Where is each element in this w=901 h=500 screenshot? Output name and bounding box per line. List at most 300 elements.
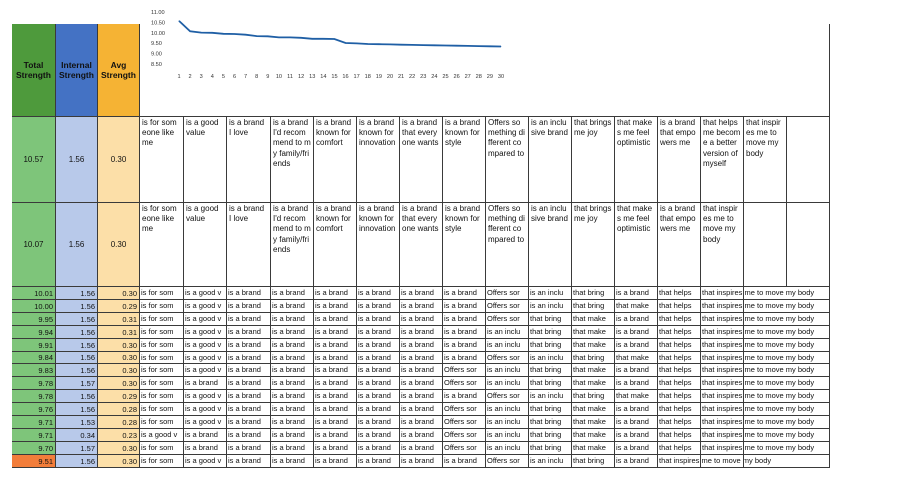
attribute-cell[interactable]: is a brand bbox=[271, 339, 314, 352]
attribute-cell[interactable]: is a brand bbox=[400, 377, 443, 390]
attribute-cell[interactable]: is an inclu bbox=[529, 390, 572, 403]
attribute-cell[interactable]: is a brand that empowers me bbox=[658, 117, 701, 203]
internal-strength-cell[interactable]: 1.53 bbox=[56, 416, 98, 429]
attribute-cell[interactable]: is a brand bbox=[443, 339, 486, 352]
attribute-cell[interactable]: is a brand bbox=[314, 326, 357, 339]
total-strength-cell[interactable]: 9.71 bbox=[12, 429, 56, 442]
attribute-cell[interactable]: is a brand bbox=[314, 442, 357, 455]
avg-strength-cell[interactable]: 0.30 bbox=[98, 287, 140, 300]
attribute-cell[interactable]: is for som bbox=[140, 377, 184, 390]
attribute-cell[interactable]: that make bbox=[615, 352, 658, 364]
attribute-cell[interactable]: is a brand bbox=[314, 300, 357, 313]
attribute-cell[interactable]: is an inclu bbox=[486, 377, 529, 390]
data-point bbox=[323, 38, 324, 39]
attribute-cell[interactable]: is a brand bbox=[400, 313, 443, 326]
attribute-cell[interactable]: that bring bbox=[529, 442, 572, 455]
attribute-cell[interactable]: is a brand known for style bbox=[443, 203, 486, 287]
attribute-cell[interactable]: is a brand bbox=[271, 429, 314, 442]
attribute-cell[interactable]: that bring bbox=[529, 377, 572, 390]
attribute-cell[interactable]: is a brand bbox=[227, 442, 271, 455]
attribute-cell[interactable]: is a brand bbox=[227, 287, 271, 300]
attribute-cell[interactable]: is a brand bbox=[271, 364, 314, 377]
attribute-cell[interactable]: is a brand bbox=[271, 416, 314, 429]
internal-strength-cell[interactable]: 0.34 bbox=[56, 429, 98, 442]
attribute-cell[interactable]: that bring bbox=[529, 326, 572, 339]
attribute-cell[interactable]: that makes me feel optimistic bbox=[615, 117, 658, 203]
attribute-cell[interactable]: is a brand bbox=[314, 455, 357, 468]
strength-line-chart bbox=[131, 0, 901, 84]
avg-strength-cell[interactable]: 0.28 bbox=[98, 416, 140, 429]
attribute-cell[interactable] bbox=[744, 339, 830, 352]
avg-strength-cell[interactable]: 0.30 bbox=[98, 377, 140, 390]
attribute-cell[interactable]: that inspires me to move my body bbox=[701, 339, 744, 352]
attribute-cell[interactable]: is a brand bbox=[400, 339, 443, 352]
attribute-cell[interactable]: is a brand known for style bbox=[443, 117, 486, 203]
attribute-cell[interactable]: that bring bbox=[572, 455, 615, 468]
attribute-cell[interactable]: Offers sor bbox=[443, 442, 486, 455]
attribute-cell[interactable]: is an inclu bbox=[529, 300, 572, 313]
attribute-cell[interactable]: that helps bbox=[658, 352, 701, 364]
attribute-cell[interactable]: is an inclu bbox=[529, 455, 572, 468]
attribute-cell[interactable]: that bring bbox=[529, 416, 572, 429]
header-internal-strength[interactable]: Internal Strength bbox=[56, 24, 98, 117]
attribute-cell[interactable]: is a brand bbox=[227, 313, 271, 326]
attribute-cell[interactable]: that bring bbox=[529, 403, 572, 416]
attribute-cell[interactable]: that bring bbox=[572, 390, 615, 403]
attribute-cell[interactable]: Offers sor bbox=[486, 287, 529, 300]
attribute-cell[interactable] bbox=[744, 352, 830, 364]
total-strength-cell[interactable]: 10.07 bbox=[12, 203, 56, 287]
attribute-cell[interactable]: that make bbox=[572, 326, 615, 339]
attribute-cell[interactable] bbox=[787, 117, 830, 203]
attribute-cell[interactable]: is a brand bbox=[357, 313, 400, 326]
attribute-cell[interactable]: that make bbox=[615, 300, 658, 313]
attribute-cell[interactable]: that inspires me to move my body bbox=[701, 442, 744, 455]
attribute-cell[interactable]: is an inclu bbox=[529, 287, 572, 300]
attribute-cell[interactable]: is for som bbox=[140, 416, 184, 429]
attribute-cell[interactable]: is a brand bbox=[314, 429, 357, 442]
attribute-cell[interactable]: is a brand that everyone wants bbox=[400, 203, 443, 287]
attribute-cell[interactable]: that make bbox=[615, 390, 658, 403]
attribute-cell[interactable]: is a brand bbox=[443, 287, 486, 300]
internal-strength-cell[interactable]: 1.56 bbox=[56, 403, 98, 416]
internal-strength-cell[interactable]: 1.56 bbox=[56, 117, 98, 203]
attribute-cell[interactable] bbox=[787, 203, 830, 287]
attribute-cell[interactable]: is a brand bbox=[615, 287, 658, 300]
attribute-cell[interactable]: is a brand bbox=[400, 352, 443, 364]
attribute-cell[interactable]: that inspires me to move my body bbox=[701, 416, 744, 429]
total-strength-cell[interactable]: 9.71 bbox=[12, 416, 56, 429]
attribute-cell[interactable]: that helps bbox=[658, 300, 701, 313]
attribute-cell[interactable]: is an inclu bbox=[486, 339, 529, 352]
total-strength-cell[interactable]: 10.57 bbox=[12, 117, 56, 203]
attribute-cell[interactable]: is a brand I'd recommend to my family/friends bbox=[271, 117, 314, 203]
attribute-cell[interactable]: is a good v bbox=[184, 313, 227, 326]
attribute-cell[interactable]: is a brand bbox=[271, 300, 314, 313]
attribute-cell[interactable]: is a brand bbox=[443, 390, 486, 403]
attribute-cell[interactable]: is a good v bbox=[184, 364, 227, 377]
attribute-cell[interactable]: that inspires me to move my body bbox=[702, 353, 815, 362]
attribute-cell[interactable]: that inspires me to move my body bbox=[701, 326, 744, 339]
attribute-cell[interactable]: is a brand bbox=[314, 287, 357, 300]
attribute-cell[interactable]: is a brand bbox=[314, 377, 357, 390]
attribute-cell[interactable]: is a good value bbox=[184, 117, 227, 203]
internal-strength-cell[interactable]: 1.56 bbox=[56, 352, 98, 364]
attribute-cell[interactable]: that inspires me to move my body bbox=[701, 403, 744, 416]
attribute-cell[interactable]: is for someone like me bbox=[140, 117, 184, 203]
attribute-cell[interactable]: is a brand bbox=[271, 326, 314, 339]
attribute-cell[interactable]: is a brand bbox=[615, 339, 658, 352]
attribute-cell[interactable]: is an inclusive brand bbox=[529, 117, 572, 203]
attribute-cell[interactable]: is a brand bbox=[227, 339, 271, 352]
attribute-cell[interactable]: that make bbox=[572, 416, 615, 429]
attribute-cell[interactable]: is for someone like me bbox=[140, 203, 184, 287]
attribute-cell[interactable]: that make bbox=[572, 364, 615, 377]
internal-strength-cell[interactable]: 1.56 bbox=[56, 300, 98, 313]
attribute-cell[interactable]: is a brand bbox=[357, 339, 400, 352]
attribute-cell[interactable] bbox=[744, 377, 830, 390]
avg-strength-cell[interactable]: 0.29 bbox=[98, 390, 140, 403]
total-strength-cell[interactable]: 9.51 bbox=[12, 455, 56, 468]
attribute-cell[interactable]: that make bbox=[572, 313, 615, 326]
attribute-cell[interactable] bbox=[744, 442, 830, 455]
attribute-cell[interactable]: is for som bbox=[140, 442, 184, 455]
internal-strength-cell[interactable]: 1.56 bbox=[56, 203, 98, 287]
attribute-cell[interactable] bbox=[744, 287, 830, 300]
attribute-cell[interactable]: is a good v bbox=[184, 455, 227, 468]
attribute-cell[interactable]: that make bbox=[572, 339, 615, 352]
attribute-cell[interactable]: that brings me joy bbox=[572, 117, 615, 203]
attribute-cell[interactable]: that helps bbox=[658, 313, 701, 326]
total-strength-cell[interactable]: 9.78 bbox=[12, 390, 56, 403]
attribute-cell[interactable]: is an inclu bbox=[486, 326, 529, 339]
x-tick-label: 21 bbox=[397, 74, 405, 80]
attribute-cell[interactable]: is a brand that empowers me bbox=[658, 203, 701, 287]
attribute-cell[interactable]: is for som bbox=[140, 455, 184, 468]
attribute-cell[interactable]: is for som bbox=[140, 352, 184, 364]
attribute-cell[interactable]: is an inclu bbox=[486, 364, 529, 377]
attribute-cell[interactable]: is for som bbox=[140, 313, 184, 326]
attribute-cell[interactable]: is a good v bbox=[184, 416, 227, 429]
attribute-cell[interactable]: is a brand bbox=[615, 313, 658, 326]
avg-strength-cell[interactable]: 0.30 bbox=[98, 203, 140, 287]
attribute-cell[interactable]: is a brand bbox=[357, 429, 400, 442]
header-total-strength[interactable]: Total Strength bbox=[12, 24, 56, 117]
attribute-cell[interactable]: is a brand bbox=[314, 390, 357, 403]
attribute-cell[interactable]: that make bbox=[572, 429, 615, 442]
total-strength-cell[interactable]: 9.94 bbox=[12, 326, 56, 339]
attribute-cell[interactable]: is a brand bbox=[314, 364, 357, 377]
total-strength-cell[interactable]: 9.70 bbox=[12, 442, 56, 455]
attribute-cell[interactable]: is a brand bbox=[227, 364, 271, 377]
data-point bbox=[367, 44, 368, 45]
attribute-cell[interactable]: is a brand bbox=[227, 429, 271, 442]
attribute-cell[interactable]: is a brand bbox=[314, 403, 357, 416]
attribute-cell[interactable]: that helps bbox=[658, 403, 701, 416]
attribute-cell[interactable]: is a good v bbox=[184, 390, 227, 403]
internal-strength-cell[interactable]: 1.57 bbox=[56, 377, 98, 390]
attribute-cell[interactable]: that bring bbox=[529, 429, 572, 442]
attribute-cell[interactable]: is a brand bbox=[615, 442, 658, 455]
attribute-cell[interactable]: Offers sor bbox=[443, 364, 486, 377]
attribute-cell[interactable]: is a brand bbox=[227, 390, 271, 403]
avg-strength-cell[interactable]: 0.30 bbox=[98, 455, 140, 468]
header-avg-strength[interactable]: Avg Strength bbox=[98, 24, 140, 117]
attribute-cell[interactable]: Offers sor bbox=[443, 416, 486, 429]
total-strength-cell[interactable]: 9.76 bbox=[12, 403, 56, 416]
attribute-cell[interactable] bbox=[744, 313, 830, 326]
attribute-cell[interactable]: that inspires me to move my body bbox=[701, 429, 744, 442]
attribute-cell[interactable]: that inspires me to move my body bbox=[701, 364, 744, 377]
attribute-cell[interactable]: that inspires me to move my body bbox=[701, 377, 744, 390]
attribute-cell[interactable]: is a brand known for innovation bbox=[357, 203, 400, 287]
total-strength-cell[interactable]: 9.78 bbox=[12, 377, 56, 390]
attribute-cell[interactable]: is a brand bbox=[271, 390, 314, 403]
attribute-cell[interactable]: is an inclusive brand bbox=[529, 203, 572, 287]
attribute-cell[interactable]: Offers sor bbox=[486, 300, 529, 313]
avg-strength-cell[interactable]: 0.30 bbox=[98, 442, 140, 455]
avg-strength-cell[interactable]: 0.31 bbox=[98, 326, 140, 339]
attribute-cell[interactable]: is a brand bbox=[227, 416, 271, 429]
attribute-cell[interactable]: is a good v bbox=[184, 339, 227, 352]
attribute-cell[interactable]: is a brand bbox=[314, 339, 357, 352]
attribute-cell[interactable]: is an inclu bbox=[486, 442, 529, 455]
attribute-cell[interactable] bbox=[744, 455, 830, 468]
attribute-cell[interactable]: is for som bbox=[140, 326, 184, 339]
attribute-cell[interactable]: is a brand bbox=[400, 300, 443, 313]
attribute-cell[interactable]: that make bbox=[572, 377, 615, 390]
attribute-cell[interactable]: Offers sor bbox=[443, 403, 486, 416]
data-point bbox=[179, 21, 180, 22]
attribute-cell[interactable]: is a brand bbox=[400, 364, 443, 377]
attribute-cell[interactable]: that inspires me to move my body bbox=[701, 313, 744, 326]
attribute-cell[interactable]: is a brand bbox=[357, 416, 400, 429]
attribute-cell[interactable]: Offers sor bbox=[486, 390, 529, 403]
avg-strength-cell[interactable]: 0.31 bbox=[98, 313, 140, 326]
attribute-cell[interactable] bbox=[744, 416, 830, 429]
avg-strength-cell[interactable]: 0.30 bbox=[98, 339, 140, 352]
attribute-cell[interactable]: is a brand bbox=[271, 313, 314, 326]
total-strength-cell[interactable]: 9.95 bbox=[12, 313, 56, 326]
attribute-cell[interactable]: is a brand bbox=[271, 403, 314, 416]
avg-strength-cell[interactable]: 0.29 bbox=[98, 300, 140, 313]
attribute-cell[interactable]: Offers something different compared to bbox=[486, 117, 529, 203]
attribute-cell[interactable]: is a good v bbox=[184, 300, 227, 313]
avg-strength-cell[interactable]: 0.30 bbox=[98, 117, 140, 203]
attribute-cell[interactable]: is a brand bbox=[227, 455, 271, 468]
attribute-cell[interactable]: is a brand bbox=[357, 442, 400, 455]
attribute-cell[interactable]: is a brand bbox=[314, 416, 357, 429]
attribute-cell[interactable]: is for som bbox=[140, 300, 184, 313]
attribute-cell[interactable]: is a brand known for comfort bbox=[314, 117, 357, 203]
attribute-cell[interactable]: is a good v bbox=[184, 326, 227, 339]
attribute-cell[interactable]: is an inclu bbox=[486, 429, 529, 442]
attribute-cell[interactable]: is a brand bbox=[227, 377, 271, 390]
attribute-cell[interactable]: that brings me joy bbox=[572, 203, 615, 287]
attribute-cell[interactable]: that bring bbox=[572, 352, 615, 364]
attribute-cell[interactable]: that bring bbox=[529, 313, 572, 326]
internal-strength-cell[interactable]: 1.56 bbox=[56, 390, 98, 403]
attribute-cell[interactable]: is an inclu bbox=[486, 403, 529, 416]
attribute-cell[interactable] bbox=[744, 403, 830, 416]
attribute-cell[interactable] bbox=[744, 300, 830, 313]
total-strength-cell[interactable]: 10.01 bbox=[12, 287, 56, 300]
attribute-cell[interactable]: that helps bbox=[658, 326, 701, 339]
attribute-cell[interactable]: Offers sor bbox=[486, 313, 529, 326]
attribute-cell[interactable]: Offers sor bbox=[486, 455, 529, 468]
attribute-cell[interactable]: is an inclu bbox=[529, 352, 572, 364]
attribute-cell[interactable]: that bring bbox=[572, 287, 615, 300]
attribute-cell[interactable]: is a brand bbox=[400, 455, 443, 468]
attribute-cell[interactable] bbox=[744, 429, 830, 442]
attribute-cell[interactable] bbox=[701, 455, 744, 468]
attribute-cell[interactable]: is a brand bbox=[357, 403, 400, 416]
attribute-cell[interactable]: is a brand bbox=[227, 300, 271, 313]
attribute-cell[interactable]: is for som bbox=[140, 339, 184, 352]
attribute-cell[interactable]: is a brand I love bbox=[227, 203, 271, 287]
attribute-cell[interactable]: is a brand bbox=[357, 390, 400, 403]
attribute-cell[interactable] bbox=[744, 203, 787, 287]
attribute-cell[interactable]: that inspires me to move my body bbox=[701, 390, 744, 403]
attribute-cell[interactable]: that inspires me to move my body bbox=[701, 300, 744, 313]
attribute-cell[interactable] bbox=[744, 390, 830, 403]
attribute-cell[interactable]: that helps bbox=[658, 287, 701, 300]
attribute-cell[interactable]: Offers sor bbox=[443, 377, 486, 390]
attribute-cell[interactable]: is a brand bbox=[314, 313, 357, 326]
attribute-cell[interactable]: is a brand bbox=[314, 352, 357, 364]
attribute-cell[interactable]: that helps me become a better version of myself bbox=[701, 117, 744, 203]
attribute-cell[interactable]: is a brand bbox=[357, 352, 400, 364]
attribute-cell[interactable]: is a brand bbox=[615, 429, 658, 442]
attribute-cell[interactable]: that helps bbox=[658, 442, 701, 455]
attribute-cell[interactable]: is a brand bbox=[400, 326, 443, 339]
attribute-cell[interactable]: that inspires me to move my body bbox=[701, 203, 744, 287]
attribute-cell[interactable]: Offers sor bbox=[443, 429, 486, 442]
internal-strength-cell[interactable]: 1.56 bbox=[56, 326, 98, 339]
avg-strength-cell[interactable]: 0.30 bbox=[98, 352, 140, 364]
attribute-cell[interactable]: is a brand known for innovation bbox=[357, 117, 400, 203]
attribute-cell[interactable]: is for som bbox=[140, 403, 184, 416]
attribute-cell[interactable]: is a good v bbox=[184, 287, 227, 300]
attribute-cell[interactable]: is a good value bbox=[184, 203, 227, 287]
attribute-cell[interactable]: that make bbox=[572, 442, 615, 455]
attribute-cell[interactable] bbox=[744, 326, 830, 339]
attribute-cell[interactable]: is a brand bbox=[271, 287, 314, 300]
attribute-cell[interactable]: that bring bbox=[529, 364, 572, 377]
total-strength-cell[interactable]: 10.00 bbox=[12, 300, 56, 313]
attribute-cell[interactable]: is a good v bbox=[184, 352, 227, 364]
avg-strength-cell[interactable]: 0.23 bbox=[98, 429, 140, 442]
attribute-cell[interactable]: is a brand bbox=[227, 403, 271, 416]
attribute-cell[interactable]: is a brand known for comfort bbox=[314, 203, 357, 287]
attribute-cell[interactable]: is a brand bbox=[184, 442, 227, 455]
attribute-cell[interactable] bbox=[744, 364, 830, 377]
avg-strength-cell[interactable]: 0.30 bbox=[98, 364, 140, 377]
attribute-cell[interactable]: is a brand bbox=[400, 287, 443, 300]
total-strength-cell[interactable]: 9.84 bbox=[12, 352, 56, 364]
attribute-cell[interactable]: that helps bbox=[658, 416, 701, 429]
attribute-cell[interactable]: is a brand bbox=[357, 287, 400, 300]
attribute-cell[interactable]: is a brand bbox=[400, 429, 443, 442]
attribute-cell[interactable]: is a brand I love bbox=[227, 117, 271, 203]
attribute-cell[interactable]: is for som bbox=[140, 364, 184, 377]
internal-strength-cell[interactable]: 1.56 bbox=[56, 455, 98, 468]
attribute-cell[interactable]: is for som bbox=[140, 390, 184, 403]
attribute-cell[interactable]: is a brand bbox=[615, 326, 658, 339]
internal-strength-cell[interactable]: 1.56 bbox=[56, 313, 98, 326]
attribute-cell[interactable]: is a brand bbox=[615, 416, 658, 429]
attribute-cell[interactable]: is a brand bbox=[400, 416, 443, 429]
attribute-cell[interactable]: is a brand bbox=[615, 403, 658, 416]
attribute-cell[interactable]: is a brand bbox=[357, 300, 400, 313]
attribute-cell[interactable]: is a brand bbox=[357, 455, 400, 468]
total-strength-cell[interactable]: 9.91 bbox=[12, 339, 56, 352]
attribute-cell[interactable]: is an inclu bbox=[486, 416, 529, 429]
attribute-cell[interactable]: that helps bbox=[658, 364, 701, 377]
attribute-cell[interactable]: is a brand bbox=[184, 429, 227, 442]
attribute-cell[interactable]: is a good v bbox=[140, 429, 184, 442]
attribute-cell[interactable]: that inspires me to move my body bbox=[701, 287, 744, 300]
attribute-cell[interactable]: that makes me feel optimistic bbox=[615, 203, 658, 287]
attribute-cell[interactable]: is a brand I'd recommend to my family/friends bbox=[271, 203, 314, 287]
attribute-cell[interactable]: is a brand bbox=[271, 352, 314, 364]
attribute-cell[interactable]: is a brand bbox=[357, 364, 400, 377]
internal-strength-cell[interactable]: 1.57 bbox=[56, 442, 98, 455]
attribute-cell[interactable]: is a brand bbox=[615, 364, 658, 377]
internal-strength-cell[interactable]: 1.56 bbox=[56, 287, 98, 300]
attribute-cell[interactable]: is a brand bbox=[443, 313, 486, 326]
attribute-cell[interactable]: is a brand bbox=[357, 326, 400, 339]
x-tick-label: 22 bbox=[409, 74, 416, 80]
attribute-cell[interactable]: is a brand bbox=[400, 390, 443, 403]
attribute-cell[interactable]: is a brand bbox=[615, 455, 658, 468]
attribute-cell[interactable]: is a brand bbox=[184, 377, 227, 390]
attribute-cell[interactable]: Offers sor bbox=[486, 352, 529, 364]
attribute-cell[interactable]: that inspires me to move my body bbox=[658, 455, 701, 468]
attribute-cell[interactable]: that helps bbox=[658, 339, 701, 352]
attribute-cell[interactable]: is a brand bbox=[615, 377, 658, 390]
internal-strength-cell[interactable]: 1.56 bbox=[56, 339, 98, 352]
attribute-cell[interactable]: is a brand bbox=[227, 352, 271, 364]
total-strength-cell[interactable]: 9.83 bbox=[12, 364, 56, 377]
attribute-cell[interactable]: is a brand bbox=[357, 377, 400, 390]
attribute-cell[interactable]: Offers something different compared to bbox=[486, 203, 529, 287]
attribute-cell[interactable]: is a brand bbox=[443, 455, 486, 468]
internal-strength-cell[interactable]: 1.56 bbox=[56, 364, 98, 377]
attribute-cell[interactable]: is a brand bbox=[400, 442, 443, 455]
attribute-cell[interactable]: is a good v bbox=[184, 403, 227, 416]
attribute-cell[interactable]: that inspires me to move my body bbox=[744, 117, 787, 203]
attribute-cell[interactable]: is a brand that everyone wants bbox=[400, 117, 443, 203]
attribute-cell[interactable]: is a brand bbox=[271, 377, 314, 390]
attribute-cell[interactable]: that make bbox=[572, 403, 615, 416]
attribute-cell[interactable]: is a brand bbox=[271, 455, 314, 468]
attribute-cell[interactable]: is a brand bbox=[443, 326, 486, 339]
attribute-cell[interactable]: that helps bbox=[658, 390, 701, 403]
attribute-cell[interactable]: that bring bbox=[572, 300, 615, 313]
attribute-cell[interactable]: that bring bbox=[529, 339, 572, 352]
attribute-cell[interactable]: that helps bbox=[658, 377, 701, 390]
data-point bbox=[445, 45, 446, 46]
attribute-cell[interactable]: is a brand bbox=[443, 300, 486, 313]
attribute-cell[interactable]: that helps bbox=[658, 429, 701, 442]
attribute-cell[interactable]: is a brand bbox=[443, 352, 486, 364]
avg-strength-cell[interactable]: 0.28 bbox=[98, 403, 140, 416]
attribute-cell[interactable]: is a brand bbox=[271, 442, 314, 455]
attribute-cell[interactable]: is a brand bbox=[400, 403, 443, 416]
attribute-cell[interactable]: is for som bbox=[140, 287, 184, 300]
attribute-cell[interactable]: is a brand bbox=[227, 326, 271, 339]
